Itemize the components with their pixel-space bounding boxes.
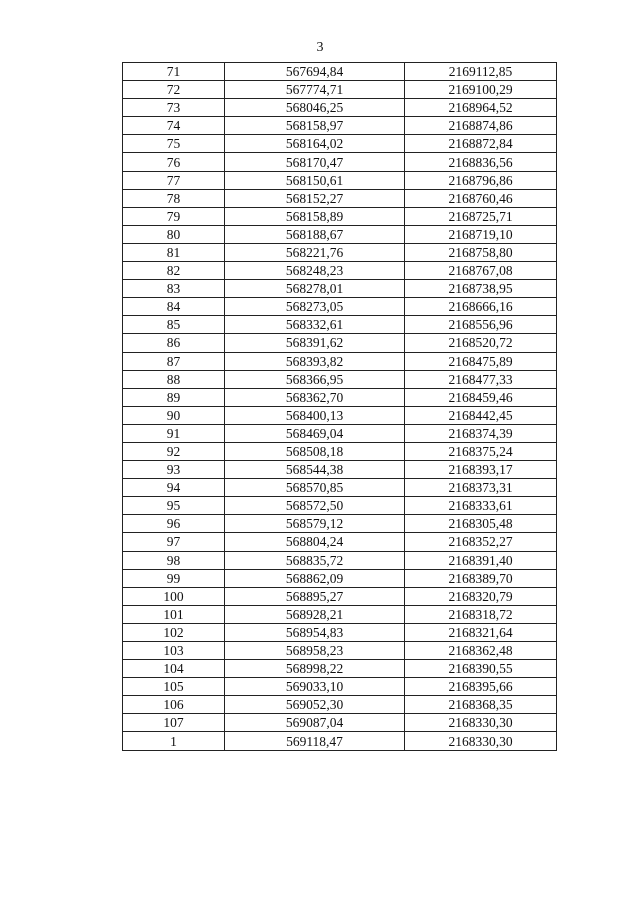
point-number-cell: 71 — [123, 63, 225, 81]
table-row — [123, 533, 557, 551]
x-coordinate-cell: 568579,12 — [225, 515, 405, 533]
point-number-cell: 101 — [123, 605, 225, 623]
table-row — [123, 660, 557, 678]
point-number-cell: 87 — [123, 352, 225, 370]
y-coordinate-cell: 2168374,39 — [405, 424, 557, 442]
point-number-cell: 76 — [123, 153, 225, 171]
y-coordinate-cell: 2168391,40 — [405, 551, 557, 569]
table-row — [123, 153, 557, 171]
table-row — [123, 406, 557, 424]
y-coordinate-cell: 2168362,48 — [405, 642, 557, 660]
table-row — [123, 99, 557, 117]
x-coordinate-cell: 568895,27 — [225, 587, 405, 605]
table-row — [123, 352, 557, 370]
table-row — [123, 370, 557, 388]
table-row — [123, 642, 557, 660]
point-number-cell: 100 — [123, 587, 225, 605]
table-row — [123, 479, 557, 497]
point-number-cell: 107 — [123, 714, 225, 732]
table-row — [123, 243, 557, 261]
y-coordinate-cell: 2168758,80 — [405, 243, 557, 261]
x-coordinate-cell: 569052,30 — [225, 696, 405, 714]
point-number-cell: 1 — [123, 732, 225, 750]
y-coordinate-cell: 2168442,45 — [405, 406, 557, 424]
x-coordinate-cell: 568393,82 — [225, 352, 405, 370]
x-coordinate-cell: 568248,23 — [225, 262, 405, 280]
y-coordinate-cell: 2168556,96 — [405, 316, 557, 334]
y-coordinate-cell: 2168373,31 — [405, 479, 557, 497]
y-coordinate-cell: 2168321,64 — [405, 623, 557, 641]
x-coordinate-cell: 568928,21 — [225, 605, 405, 623]
point-number-cell: 80 — [123, 225, 225, 243]
point-number-cell: 95 — [123, 497, 225, 515]
y-coordinate-cell: 2168520,72 — [405, 334, 557, 352]
point-number-cell: 86 — [123, 334, 225, 352]
y-coordinate-cell: 2168320,79 — [405, 587, 557, 605]
y-coordinate-cell: 2169112,85 — [405, 63, 557, 81]
point-number-cell: 81 — [123, 243, 225, 261]
y-coordinate-cell: 2168738,95 — [405, 280, 557, 298]
point-number-cell: 84 — [123, 298, 225, 316]
x-coordinate-cell: 568152,27 — [225, 189, 405, 207]
table-row — [123, 623, 557, 641]
x-coordinate-cell: 568998,22 — [225, 660, 405, 678]
point-number-cell: 82 — [123, 262, 225, 280]
point-number-cell: 77 — [123, 171, 225, 189]
point-number-cell: 79 — [123, 207, 225, 225]
table-row — [123, 714, 557, 732]
point-number-cell: 93 — [123, 461, 225, 479]
x-coordinate-cell: 568862,09 — [225, 569, 405, 587]
table-row — [123, 605, 557, 623]
x-coordinate-cell: 568958,23 — [225, 642, 405, 660]
y-coordinate-cell: 2168477,33 — [405, 370, 557, 388]
point-number-cell: 74 — [123, 117, 225, 135]
table-row — [123, 81, 557, 99]
table-row — [123, 225, 557, 243]
y-coordinate-cell: 2168375,24 — [405, 442, 557, 460]
x-coordinate-cell: 568544,38 — [225, 461, 405, 479]
table-row — [123, 117, 557, 135]
x-coordinate-cell: 569087,04 — [225, 714, 405, 732]
table-row — [123, 696, 557, 714]
y-coordinate-cell: 2168760,46 — [405, 189, 557, 207]
point-number-cell: 91 — [123, 424, 225, 442]
y-coordinate-cell: 2168330,30 — [405, 732, 557, 750]
x-coordinate-cell: 568366,95 — [225, 370, 405, 388]
y-coordinate-cell: 2168964,52 — [405, 99, 557, 117]
table-row — [123, 551, 557, 569]
y-coordinate-cell: 2168389,70 — [405, 569, 557, 587]
y-coordinate-cell: 2168459,46 — [405, 388, 557, 406]
table-row — [123, 207, 557, 225]
point-number-cell: 73 — [123, 99, 225, 117]
table-row — [123, 587, 557, 605]
point-number-cell: 98 — [123, 551, 225, 569]
y-coordinate-cell: 2168836,56 — [405, 153, 557, 171]
table-row — [123, 298, 557, 316]
x-coordinate-cell: 568469,04 — [225, 424, 405, 442]
table-row — [123, 442, 557, 460]
point-number-cell: 90 — [123, 406, 225, 424]
point-number-cell: 105 — [123, 678, 225, 696]
point-number-cell: 83 — [123, 280, 225, 298]
table-row — [123, 135, 557, 153]
x-coordinate-cell: 568391,62 — [225, 334, 405, 352]
y-coordinate-cell: 2168305,48 — [405, 515, 557, 533]
y-coordinate-cell: 2168475,89 — [405, 352, 557, 370]
table-row — [123, 262, 557, 280]
y-coordinate-cell: 2168666,16 — [405, 298, 557, 316]
table-row — [123, 424, 557, 442]
x-coordinate-cell: 568170,47 — [225, 153, 405, 171]
y-coordinate-cell: 2168330,30 — [405, 714, 557, 732]
point-number-cell: 89 — [123, 388, 225, 406]
y-coordinate-cell: 2168872,84 — [405, 135, 557, 153]
table-row — [123, 461, 557, 479]
x-coordinate-cell: 568332,61 — [225, 316, 405, 334]
table-row — [123, 334, 557, 352]
table-row — [123, 63, 557, 81]
point-number-cell: 72 — [123, 81, 225, 99]
x-coordinate-cell: 568164,02 — [225, 135, 405, 153]
x-coordinate-cell: 567774,71 — [225, 81, 405, 99]
coordinates-table — [122, 62, 557, 751]
page-number: 3 — [316, 40, 324, 55]
x-coordinate-cell: 568508,18 — [225, 442, 405, 460]
x-coordinate-cell: 568188,67 — [225, 225, 405, 243]
table-row — [123, 497, 557, 515]
x-coordinate-cell: 569033,10 — [225, 678, 405, 696]
table-row — [123, 732, 557, 750]
x-coordinate-cell: 568362,70 — [225, 388, 405, 406]
x-coordinate-cell: 568400,13 — [225, 406, 405, 424]
point-number-cell: 104 — [123, 660, 225, 678]
y-coordinate-cell: 2168719,10 — [405, 225, 557, 243]
y-coordinate-cell: 2169100,29 — [405, 81, 557, 99]
point-number-cell: 103 — [123, 642, 225, 660]
point-number-cell: 88 — [123, 370, 225, 388]
point-number-cell: 106 — [123, 696, 225, 714]
y-coordinate-cell: 2168725,71 — [405, 207, 557, 225]
x-coordinate-cell: 567694,84 — [225, 63, 405, 81]
y-coordinate-cell: 2168874,86 — [405, 117, 557, 135]
point-number-cell: 96 — [123, 515, 225, 533]
y-coordinate-cell: 2168333,61 — [405, 497, 557, 515]
x-coordinate-cell: 568572,50 — [225, 497, 405, 515]
table-row — [123, 316, 557, 334]
point-number-cell: 92 — [123, 442, 225, 460]
x-coordinate-cell: 568954,83 — [225, 623, 405, 641]
x-coordinate-cell: 568570,85 — [225, 479, 405, 497]
table-row — [123, 678, 557, 696]
x-coordinate-cell: 568835,72 — [225, 551, 405, 569]
point-number-cell: 94 — [123, 479, 225, 497]
point-number-cell: 97 — [123, 533, 225, 551]
y-coordinate-cell: 2168318,72 — [405, 605, 557, 623]
y-coordinate-cell: 2168352,27 — [405, 533, 557, 551]
x-coordinate-cell: 568804,24 — [225, 533, 405, 551]
table-row — [123, 388, 557, 406]
point-number-cell: 102 — [123, 623, 225, 641]
y-coordinate-cell: 2168368,35 — [405, 696, 557, 714]
y-coordinate-cell: 2168395,66 — [405, 678, 557, 696]
point-number-cell: 75 — [123, 135, 225, 153]
y-coordinate-cell: 2168767,08 — [405, 262, 557, 280]
x-coordinate-cell: 568046,25 — [225, 99, 405, 117]
x-coordinate-cell: 568278,01 — [225, 280, 405, 298]
y-coordinate-cell: 2168796,86 — [405, 171, 557, 189]
table-row — [123, 515, 557, 533]
coordinates-table-body — [123, 63, 557, 751]
x-coordinate-cell: 568150,61 — [225, 171, 405, 189]
table-row — [123, 280, 557, 298]
x-coordinate-cell: 568273,05 — [225, 298, 405, 316]
point-number-cell: 85 — [123, 316, 225, 334]
table-row — [123, 189, 557, 207]
point-number-cell: 78 — [123, 189, 225, 207]
y-coordinate-cell: 2168393,17 — [405, 461, 557, 479]
x-coordinate-cell: 568158,97 — [225, 117, 405, 135]
point-number-cell: 99 — [123, 569, 225, 587]
x-coordinate-cell: 568158,89 — [225, 207, 405, 225]
x-coordinate-cell: 569118,47 — [225, 732, 405, 750]
table-row — [123, 569, 557, 587]
x-coordinate-cell: 568221,76 — [225, 243, 405, 261]
table-row — [123, 171, 557, 189]
y-coordinate-cell: 2168390,55 — [405, 660, 557, 678]
